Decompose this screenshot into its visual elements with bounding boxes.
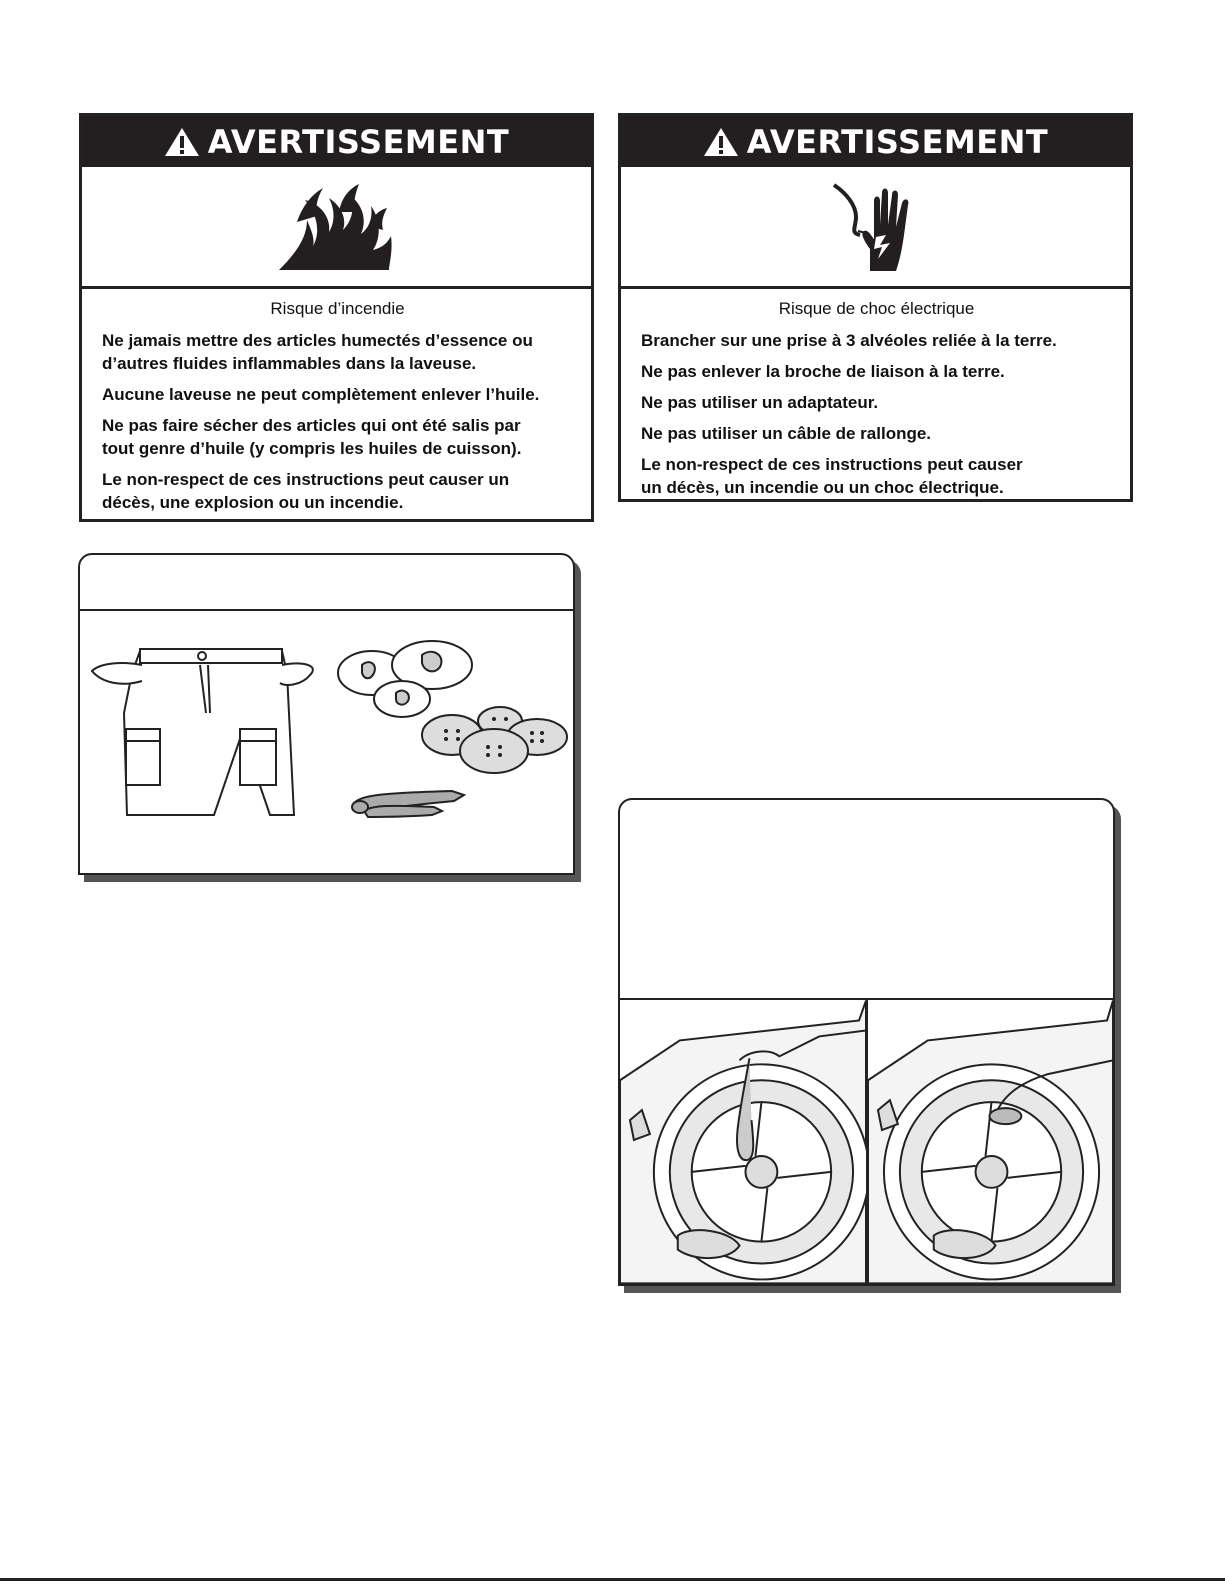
- pants-pockets-illustration: [82, 613, 572, 873]
- panel-text-area: [620, 800, 1113, 1000]
- warning-header-text: AVERTISSEMENT: [746, 122, 1049, 161]
- fire-warning-line: [102, 383, 573, 406]
- empty-pockets-panel: [78, 553, 575, 875]
- washer-illustrations: [620, 1000, 1113, 1284]
- line-text: Aucune laveuse ne peut complètement enlever l’huile.: [102, 385, 540, 404]
- washer-add-item-illustration: [868, 1000, 1113, 1284]
- fire-warning-body: [82, 289, 591, 514]
- fire-icon: [277, 182, 397, 272]
- fire-warning-subtitle: Risque d’incendie: [270, 299, 405, 318]
- line-text: décès, une explosion ou un incendie.: [102, 493, 404, 512]
- warning-triangle-icon: [164, 127, 200, 157]
- fire-warning-line: [102, 329, 573, 375]
- line-text: Ne pas utiliser un câble de rallonge.: [641, 424, 932, 443]
- washer-panel: [618, 798, 1115, 1286]
- warning-header-text: AVERTISSEMENT: [207, 122, 510, 161]
- safety-pins-illustration: [352, 791, 464, 817]
- line-text: Ne pas utiliser un adaptateur.: [641, 393, 879, 412]
- shock-warning-body: [621, 289, 1130, 499]
- shock-warning-subtitle: Risque de choc électrique: [778, 299, 975, 318]
- fire-icon-area: [82, 167, 591, 289]
- line-text: Ne jamais mettre des articles humectés d’essence ou: [102, 331, 533, 350]
- coins-illustration: [338, 641, 472, 717]
- shock-warning-line: [641, 329, 1112, 352]
- panel-title-bar: [80, 555, 573, 611]
- line-text: un décès, un incendie ou un choc électrique.: [641, 478, 1004, 497]
- shock-warning-box: [618, 113, 1133, 502]
- washer-pour-detergent-illustration: [620, 1000, 868, 1284]
- warning-header: [82, 116, 591, 167]
- line-text: Brancher sur une prise à 3 alvéoles reliée à la terre.: [641, 331, 1057, 350]
- shock-warning-line: [641, 391, 1112, 414]
- shock-warning-line: [641, 360, 1112, 383]
- line-text: Ne pas faire sécher des articles qui ont été salis par: [102, 416, 521, 435]
- electric-shock-icon: [826, 179, 926, 275]
- fire-warning-line: [102, 414, 573, 460]
- shock-warning-line: [641, 422, 1112, 445]
- page-bottom-rule: [0, 1578, 1225, 1581]
- fire-warning-line: [102, 468, 573, 514]
- buttons-illustration: [422, 707, 567, 773]
- warning-header: [621, 116, 1130, 167]
- line-text: Le non-respect de ces instructions peut causer un: [102, 470, 510, 489]
- line-text: Le non-respect de ces instructions peut causer: [641, 455, 1023, 474]
- shock-icon-area: [621, 167, 1130, 289]
- line-text: tout genre d’huile (y compris les huiles de cuisson).: [102, 439, 522, 458]
- shock-warning-line: [641, 453, 1112, 499]
- warning-triangle-icon: [703, 127, 739, 157]
- fire-warning-box: [79, 113, 594, 522]
- line-text: d’autres fluides inflammables dans la laveuse.: [102, 354, 477, 373]
- line-text: Ne pas enlever la broche de liaison à la terre.: [641, 362, 1005, 381]
